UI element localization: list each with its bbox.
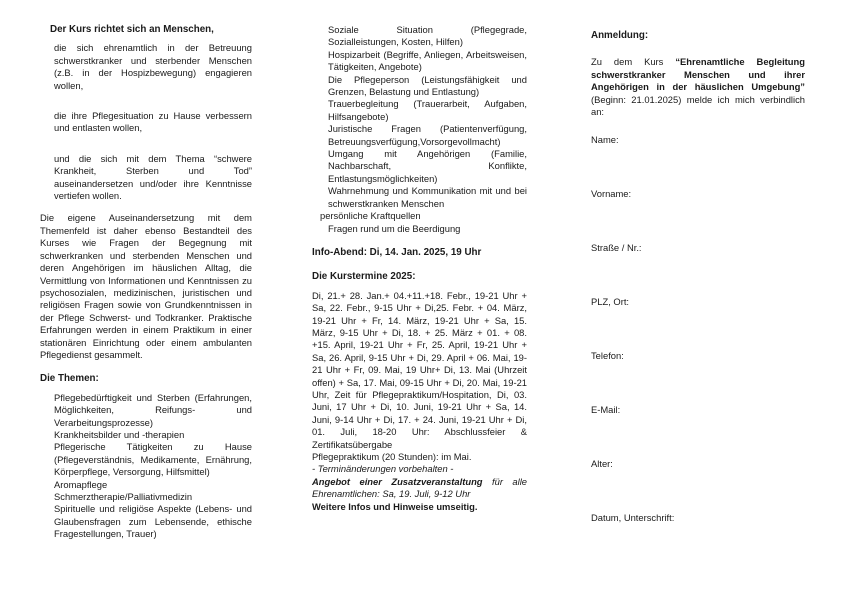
changes-note: - Terminänderungen vorbehalten - bbox=[312, 463, 454, 475]
column-schedule bbox=[312, 24, 527, 513]
first-name-field[interactable] bbox=[591, 188, 805, 242]
intro-prefix: Zu dem Kurs bbox=[591, 56, 676, 68]
email-label: E-Mail: bbox=[591, 404, 621, 416]
theme-item: persönliche Kraftquellen bbox=[320, 210, 421, 222]
theme-item: Umgang mit Angehörigen (Familie, Nachbarschaft, Konflikte, Entlastungsmöglichkeiten) bbox=[328, 148, 527, 184]
course-title: “Ehrenamtliche Begleitung schwerstkranker Menschen und ihrer Angehörigen in der häuslichen Umgebung” bbox=[591, 56, 805, 93]
phone-field[interactable] bbox=[591, 350, 805, 404]
street-field[interactable] bbox=[591, 242, 805, 296]
email-field[interactable] bbox=[591, 404, 805, 458]
extra-offer-details: für alle Ehrenamtlichen: Sa, 19. Juli, 9-12 Uhr bbox=[312, 475, 528, 500]
phone-label: Telefon: bbox=[591, 350, 624, 362]
intro-suffix: (Beginn: 21.01.2025) melde ich mich verbindlich an: bbox=[591, 93, 805, 118]
registration-heading: Anmeldung: bbox=[591, 30, 649, 41]
theme-item: Die Pflegeperson (Leistungsfähigkeit und Grenzen, Belastung und Entlastung) bbox=[328, 73, 527, 98]
theme-item: Schmerztherapie/Palliativmedizin bbox=[54, 491, 193, 502]
dates-heading: Die Kurstermine 2025: bbox=[312, 271, 416, 283]
age-label: Alter: bbox=[591, 458, 613, 470]
theme-item: Spirituelle und religiöse Aspekte (Lebens- und Glaubensfragen zum Lebensende, ethische Fragestellungen, Trauer) bbox=[54, 503, 252, 540]
theme-item: Wahrnehmung und Kommunikation mit und bei schwerstkranken Menschen bbox=[328, 185, 527, 209]
theme-item: Hospizarbeit (Begriffe, Anliegen, Arbeitsweisen, Tätigkeiten, Angebote) bbox=[328, 48, 527, 73]
themes-heading: Die Themen: bbox=[40, 373, 99, 385]
audience-item-1: die sich ehrenamtlich in der Betreuung schwerstkranker und sterbender Menschen (z.B. in der Hospizbewegung) engagieren wollen, bbox=[54, 42, 252, 91]
themes-list bbox=[40, 392, 252, 541]
theme-item: Aromapflege bbox=[54, 478, 108, 490]
audience-item-2: die ihre Pflegesituation zu Hause verbessern und entlasten wollen, bbox=[54, 110, 252, 134]
theme-item: Soziale Situation (Pflegegrade, Sozialleistungen, Kosten, Hilfen) bbox=[328, 24, 527, 48]
zip-city-field[interactable] bbox=[591, 296, 805, 350]
theme-item: Pflegerische Tätigkeiten zu Hause (Pflegeverständnis, Medikamente, Ernährung, Körperpflege, Versorgung, Hilfsmittel) bbox=[54, 441, 252, 478]
age-field[interactable] bbox=[591, 458, 805, 512]
first-name-label: Vorname: bbox=[591, 188, 632, 200]
name-label: Name: bbox=[591, 134, 619, 146]
column-target-audience bbox=[40, 24, 252, 541]
extra-offer-title: Angebot einer Zusatzveranstaltung bbox=[312, 475, 483, 487]
theme-item: Krankheitsbilder und -therapien bbox=[54, 428, 185, 440]
audience-item-3: und die sich mit dem Thema “schwere Krankheit, Sterben und Tod” auseinandersetzen und/oder ihre Kenntnisse vertiefen wollen. bbox=[54, 152, 252, 202]
name-field[interactable] bbox=[591, 134, 805, 188]
course-description: Die eigene Auseinandersetzung mit dem Themenfeld ist daher ebenso Bestandteil des Kurses wie Fragen der Begegnung mit schwerkranken und sterbenden Menschen und deren Angehörigen im häuslichen Alltag, die Vermittlung von Informationen und Kenntnissen zu psychosozialen, medizinischen, juristischen und religiösen Fragen sowie von Grundkenntnissen in der Pflege Schwerst- und Todkranker. Praktische Erfahrungen werden in einem Praktikum in einer stationären Einrichtung oder einem ambulanten Pflegedienst gesammelt. bbox=[40, 212, 252, 360]
extra-offer bbox=[312, 476, 527, 501]
date-signature-field[interactable] bbox=[591, 512, 805, 566]
registration-intro bbox=[591, 56, 805, 118]
zip-city-label: PLZ, Ort: bbox=[591, 296, 630, 308]
audience-heading: Der Kurs richtet sich an Menschen, bbox=[50, 24, 214, 35]
theme-item: Fragen rund um die Beerdigung bbox=[328, 222, 461, 234]
theme-item: Juristische Fragen (Patientenverfügung, Betreuungsverfügung,Vorsorgevollmacht) bbox=[328, 123, 527, 147]
more-info-note: Weitere Infos und Hinweise umseitig. bbox=[312, 500, 478, 512]
date-signature-label: Datum, Unterschrift: bbox=[591, 512, 675, 524]
course-dates: Di, 21.+ 28. Jan.+ 04.+11.+18. Febr., 19-21 Uhr + Sa, 22. Febr., 9-15 Uhr + Di,25. Febr. + 04. März, 19-21 Uhr + Fr, 14. März, 19-21 Uhr + Sa, 15. März, 9-15 Uhr + Di, 18. + 25. März + 01. + 08. +15. April, 19-21 Uhr + Fr, 25. April, 19-21 Uhr + Sa, 26. April, 9-15 Uhr + Di, 29. April + 06. Mai, 19-21 Uhr + Fr, 09. Mai, 19 Uhr+ Di, 13. Mai (Uhrzeit offen) + Sa, 17. Mai, 09-15 Uhr + Di, 20. Mai, 19-21 Uhr, Zeit für Pflegepraktikum/Hospitation, Di, 03. Juni, 17 Uhr + Di, 10. Juni, 19-21 Uhr + Sa, 14. Juni, 9-14 Uhr + Di, 17. + 24. Juni, 19-21 Uhr + Di, 01. Juli, 18-20 Uhr: Abschlussfeier & Zertifikatsübergabe bbox=[312, 289, 527, 450]
theme-item: Trauerbegleitung (Trauerarbeit, Aufgaben, Hilfsangebote) bbox=[328, 98, 527, 122]
info-evening: Info-Abend: Di, 14. Jan. 2025, 19 Uhr bbox=[312, 246, 482, 258]
street-label: Straße / Nr.: bbox=[591, 242, 642, 254]
theme-item: Pflegebedürftigkeit und Sterben (Erfahrungen, Möglichkeiten, Reifungs- und Verarbeitungsprozesse) bbox=[54, 391, 252, 428]
themes-list-continued bbox=[312, 24, 527, 235]
practicum-note: Pflegepraktikum (20 Stunden): im Mai. bbox=[312, 451, 472, 462]
column-registration bbox=[591, 24, 805, 566]
